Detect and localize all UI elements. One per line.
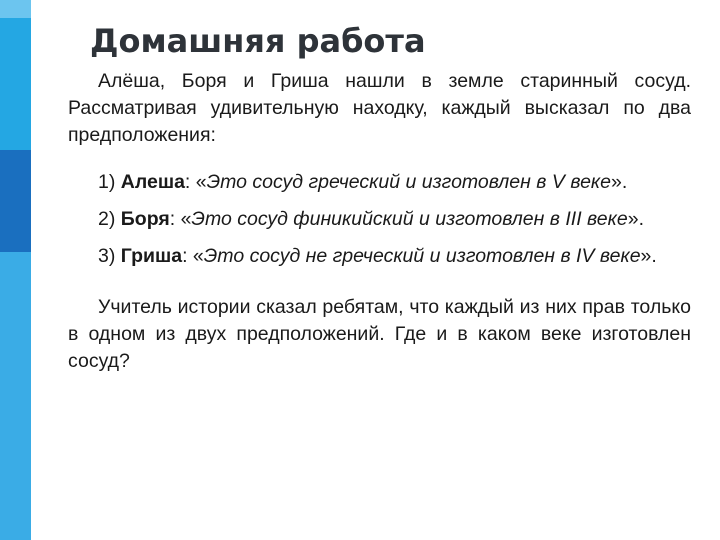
task-question: Учитель истории сказал ребятам, что каждый из них прав только в одном из двух предположений. Где и в каком веке изготовлен сосуд?: [68, 296, 691, 372]
statement-separator: : «: [169, 208, 192, 230]
page-title: Домашняя работа: [90, 22, 426, 60]
statement-end: ».: [610, 171, 628, 193]
statement-end: ».: [640, 245, 657, 267]
statement-separator: : «: [184, 171, 207, 193]
sidebar-segment-top: [0, 0, 31, 18]
statement-name: Алеша: [120, 171, 185, 193]
statement-number: 1): [98, 171, 121, 193]
statement-3: [68, 243, 691, 270]
task-intro: Алёша, Боря и Гриша нашли в земле старинный сосуд. Рассматривая удивительную находку, каждый высказал по два предположения:: [68, 70, 691, 146]
sidebar-segment-dark: [0, 150, 31, 252]
statement-number: 2): [98, 208, 121, 230]
statement-name: Боря: [120, 208, 170, 230]
statement-quote: Это сосуд греческий и изготовлен в V веке: [206, 171, 611, 193]
statement-1: [68, 169, 691, 196]
statement-number: 3): [98, 245, 121, 267]
sidebar-segment-bottom: [0, 252, 31, 540]
statement-name: Гриша: [120, 245, 183, 267]
statement-quote: Это сосуд не греческий и изготовлен в IV веке: [203, 245, 641, 267]
sidebar-segment-light: [0, 18, 31, 150]
statement-quote: Это сосуд финикийский и изготовлен в III веке: [191, 208, 628, 230]
statement-2: [68, 206, 691, 233]
statement-separator: : «: [182, 245, 204, 267]
sidebar-accent-bar: [0, 0, 31, 540]
task-body: [68, 68, 691, 375]
statement-end: ».: [627, 208, 644, 230]
